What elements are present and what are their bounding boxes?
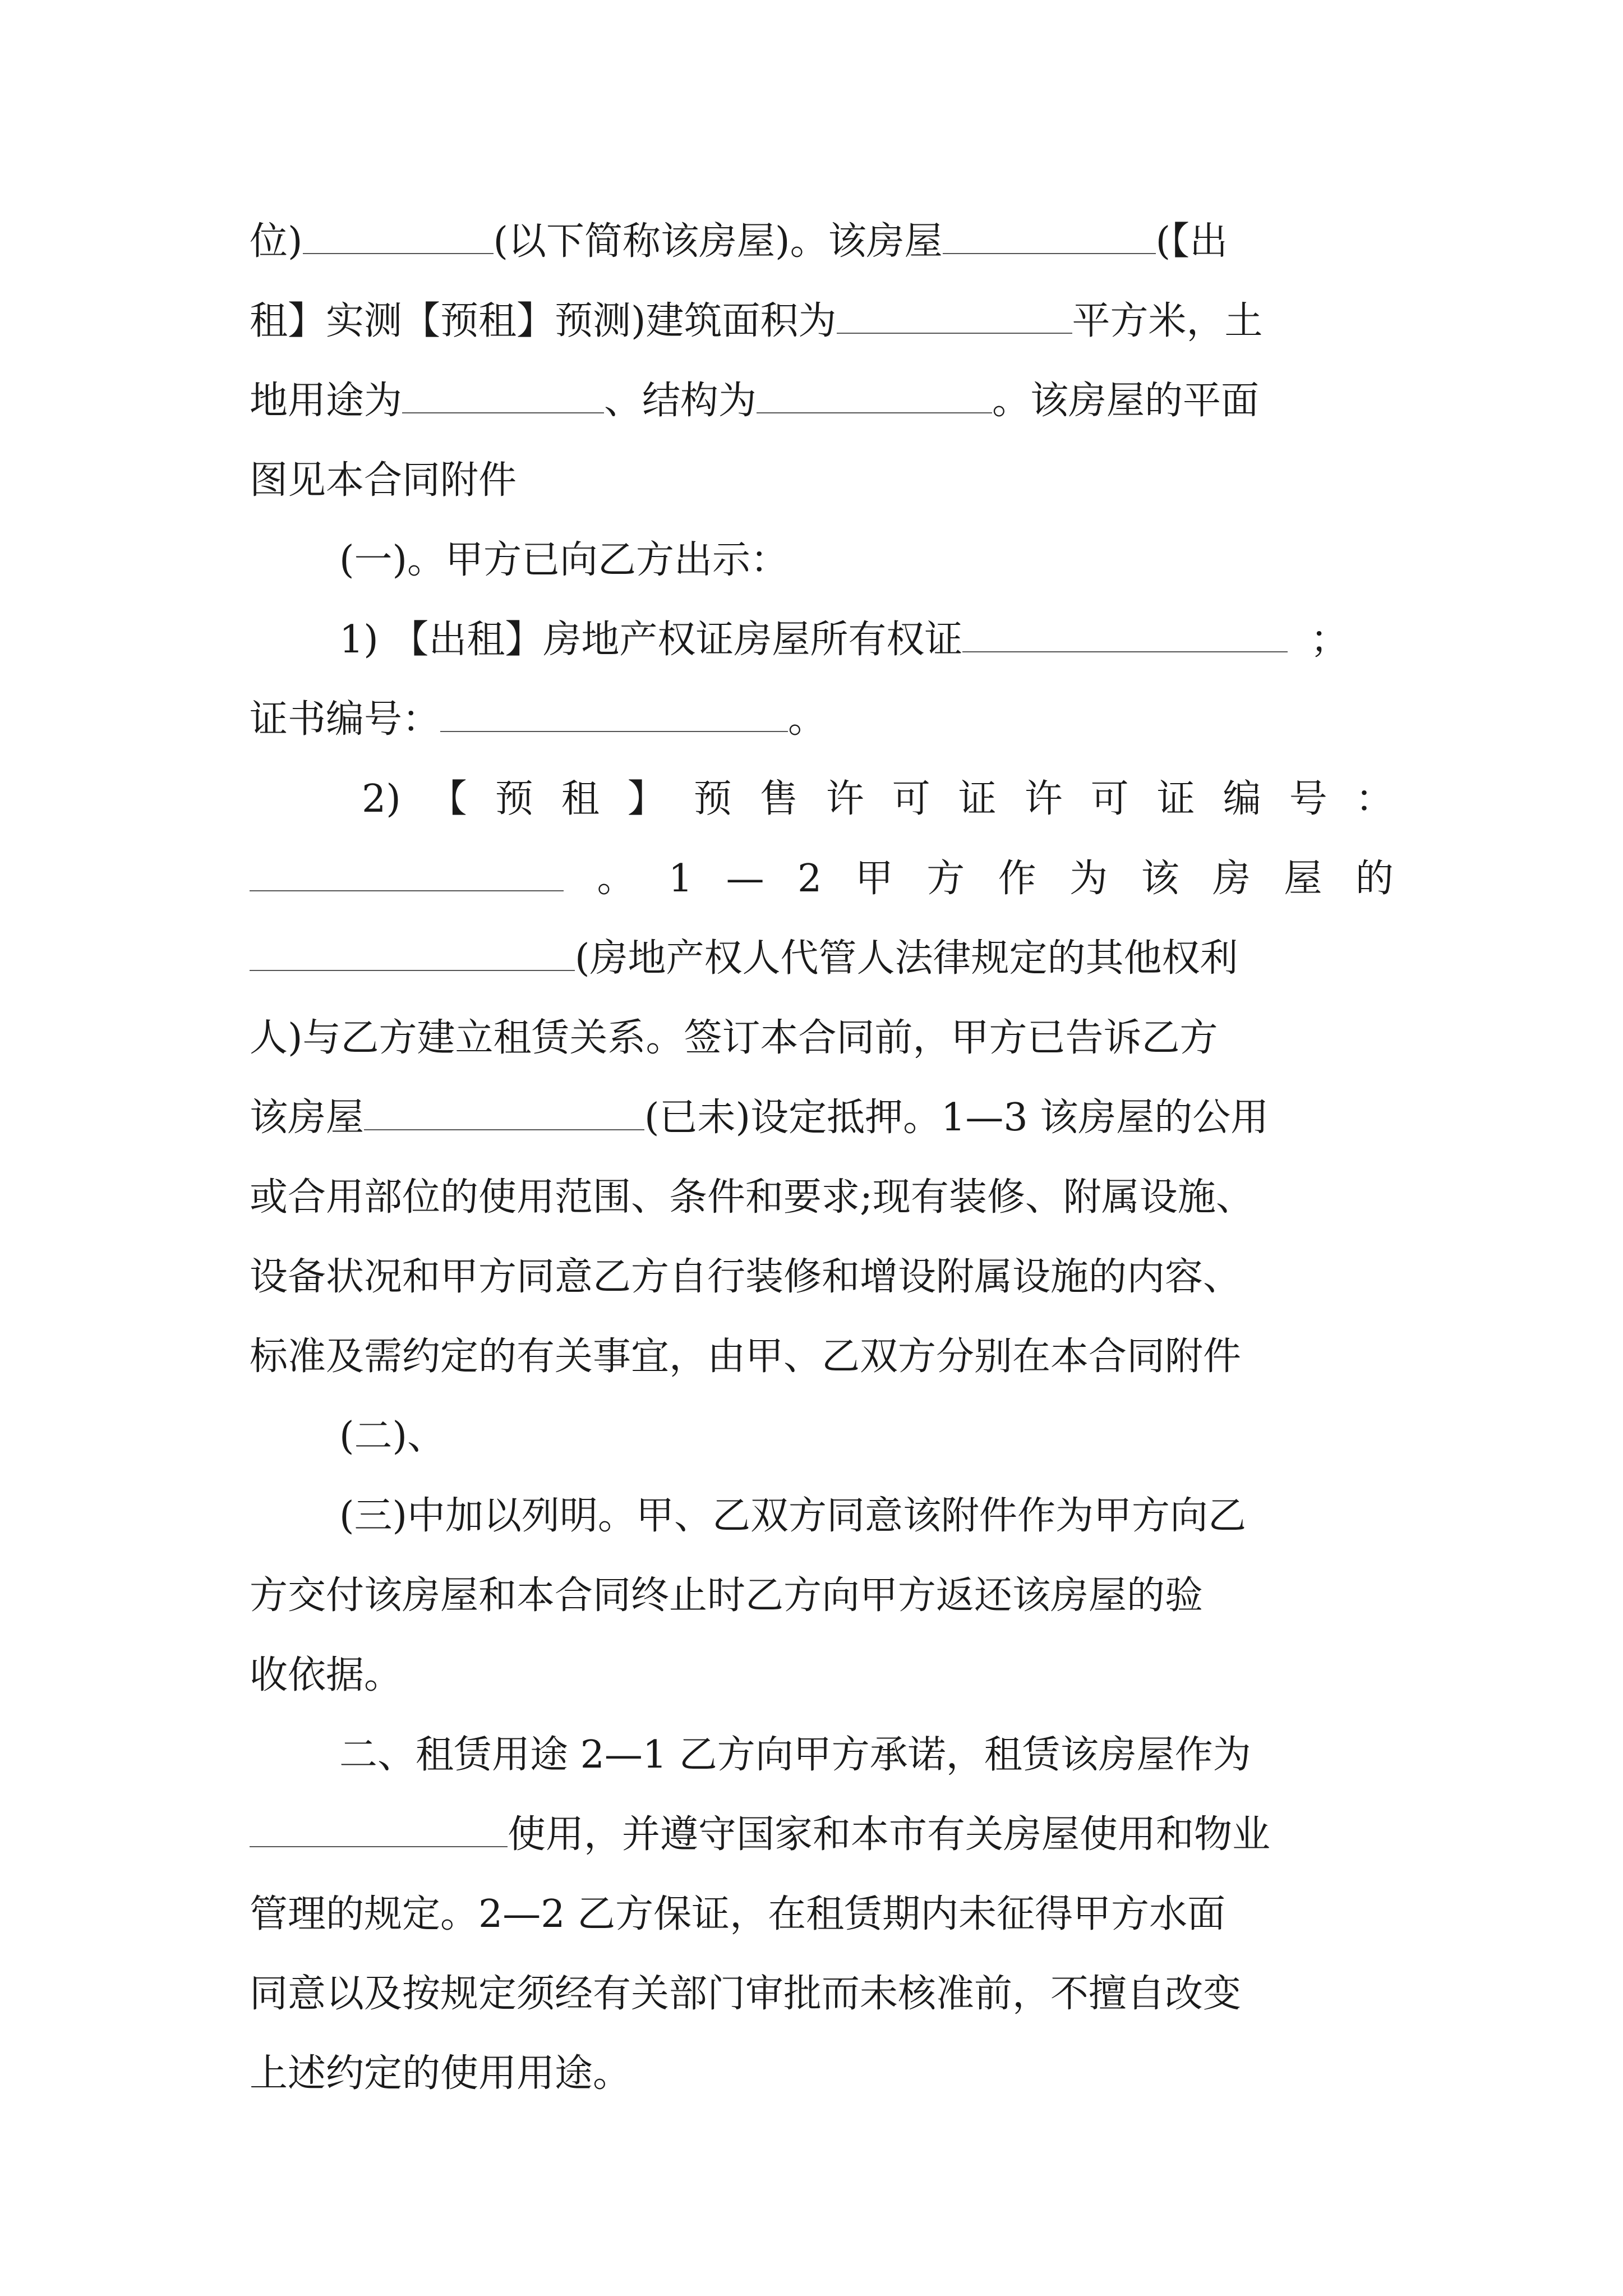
text-segment: 图见本合同附件 (250, 458, 517, 503)
text-line-14 (250, 1237, 1394, 1317)
text-char: 号 (1289, 777, 1327, 821)
text-char: 】 (627, 777, 666, 821)
text-char: 可 (892, 777, 930, 821)
text-segment: 位) (250, 219, 303, 264)
text-segment: (二)、 (339, 1414, 446, 1458)
blank-field-ownership-certificate[interactable] (962, 615, 1288, 652)
text-segment: ； (1310, 618, 1349, 662)
text-segment: (已未)设定抵押。1—3 该房屋的公用 (644, 1096, 1269, 1140)
text-segment: 标准及需约定的有关事宜，由甲、乙双方分别在本合同附件 (250, 1335, 1242, 1379)
text-segment: 或合用部位的使用范围、条件和要求;现有装修、附属设施、 (250, 1175, 1254, 1220)
blank-field-mortgage-status[interactable] (364, 1093, 644, 1130)
text-char: 2 (797, 857, 822, 901)
text-line-3 (250, 361, 1394, 441)
text-char: 预 (693, 777, 732, 821)
text-segment: (房地产权人代管人法律规定的其他权利 (575, 936, 1238, 981)
text-char: 方 (926, 857, 965, 901)
text-segment: 、结构为 (604, 379, 757, 423)
text-segment: 方交付该房屋和本合同终止时乙方向甲方返还该房屋的验 (250, 1573, 1204, 1618)
text-char: 作 (998, 857, 1036, 901)
text-segment: (三)中加以列明。甲、乙双方同意该附件作为甲方向乙 (339, 1494, 1247, 1538)
blank-field-structure[interactable] (757, 376, 992, 413)
blank-field-area-type[interactable] (943, 217, 1156, 254)
text-char: 租 (561, 777, 600, 821)
text-line-19 (250, 1636, 1394, 1715)
text-segment: (【出 (1155, 219, 1228, 264)
blank-field-location[interactable] (303, 217, 494, 254)
text-char: 的 (1355, 857, 1394, 901)
text-segment: 管理的规定。2—2 乙方保证，在租赁期内未征得甲方水面 (250, 1892, 1226, 1936)
text-char: ： (1355, 777, 1394, 821)
text-line-11 (250, 999, 1394, 1078)
text-char: 甲 (855, 857, 893, 901)
text-char: — (726, 857, 764, 901)
text-segment: 使用，并遵守国家和本市有关房屋使用和物业 (508, 1812, 1271, 1857)
blank-field-lessor-capacity[interactable] (250, 934, 575, 971)
text-segment: 该房屋 (250, 1096, 365, 1140)
text-char: 该 (1141, 857, 1179, 901)
text-segment: 同意以及按规定须经有关部门审批而未核准前，不擅自改变 (250, 1972, 1242, 2016)
text-segment: 设备状况和甲方同意乙方自行装修和增设附属设施的内容、 (250, 1255, 1242, 1299)
text-char: 证 (1156, 777, 1195, 821)
text-char: 预 (495, 777, 533, 821)
blank-field-presale-permit-number[interactable] (250, 854, 564, 891)
text-segment: 。 (788, 697, 827, 742)
text-char: 编 (1223, 777, 1261, 821)
document-body (250, 202, 1394, 2114)
text-line-23 (250, 1954, 1394, 2034)
text-char: 2) (362, 777, 401, 821)
text-char: 为 (1069, 857, 1108, 901)
blank-field-floor-area[interactable] (837, 297, 1072, 334)
text-line-2 (250, 282, 1394, 361)
text-char: 证 (958, 777, 997, 821)
text-line-16 (250, 1397, 1394, 1476)
text-char: 1 (668, 857, 693, 901)
text-segment: 租】实测【预租】预测)建筑面积为 (250, 299, 837, 343)
text-line-5 (250, 521, 1394, 600)
text-line-21 (250, 1795, 1394, 1875)
text-segment: 二、租赁用途 2—1 乙方向甲方承诺，租赁该房屋作为 (339, 1733, 1251, 1777)
text-line-15 (250, 1317, 1394, 1397)
text-line-13 (250, 1158, 1394, 1237)
blank-field-rental-use[interactable] (250, 1810, 508, 1847)
text-line-10 (250, 919, 1394, 999)
text-segment: 平方米，土 (1072, 299, 1263, 343)
blank-field-land-use[interactable] (402, 376, 604, 413)
text-line-4 (250, 441, 1394, 521)
text-segment: 。该房屋的平面 (992, 379, 1260, 423)
text-line-20 (250, 1715, 1394, 1795)
text-char: 。 (597, 857, 635, 901)
text-segment: (一)。甲方已向乙方出示： (339, 538, 789, 582)
text-line-24 (250, 2034, 1394, 2114)
text-line-6 (250, 600, 1394, 680)
text-line-18 (250, 1556, 1394, 1636)
text-segment: 收依据。 (250, 1653, 403, 1697)
text-char: 房 (1212, 857, 1251, 901)
text-char: 屋 (1284, 857, 1322, 901)
text-char: 许 (1024, 777, 1063, 821)
text-line-17 (250, 1476, 1394, 1556)
text-segment: 地用途为 (250, 379, 403, 423)
blank-field-certificate-number[interactable] (440, 695, 788, 732)
text-line-7 (250, 680, 1394, 760)
text-char: 售 (759, 777, 798, 821)
text-char: 许 (826, 777, 864, 821)
text-char: 【 (428, 777, 467, 821)
text-char: 可 (1090, 777, 1129, 821)
text-line-1 (250, 202, 1394, 282)
text-segment: 证书编号： (250, 697, 441, 742)
text-line-12 (250, 1078, 1394, 1158)
text-segment: 上述约定的使用用途。 (250, 2051, 631, 2096)
text-segment: 人)与乙方建立租赁关系。签订本合同前，甲方已告诉乙方 (250, 1016, 1218, 1060)
text-line-9 (250, 839, 1394, 919)
text-line-8 (250, 760, 1394, 839)
text-segment: 1) 【出租】房地产权证房屋所有权证 (339, 618, 963, 662)
text-line-22 (250, 1875, 1394, 1954)
text-segment: (以下简称该房屋)。该房屋 (493, 219, 943, 264)
